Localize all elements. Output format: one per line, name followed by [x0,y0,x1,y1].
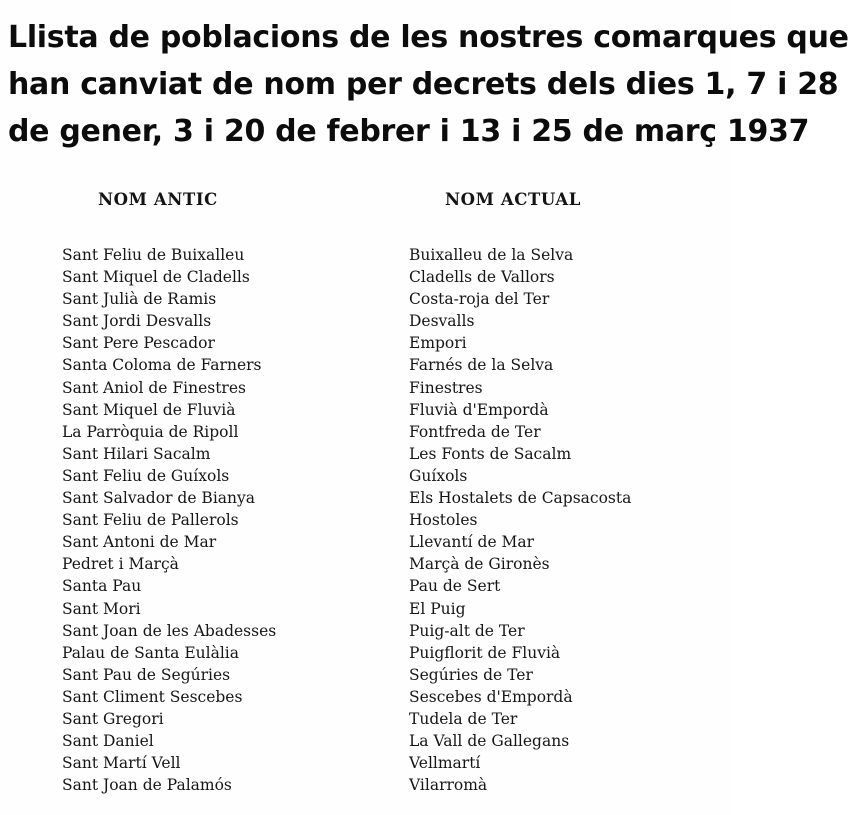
old-names-list [62,244,362,796]
new-name-item: Desvalls [409,312,475,331]
new-name-item: Els Hostalets de Capsacosta [409,489,632,508]
new-name-item: Fluvià d'Empordà [409,400,549,419]
title-line-3: de gener, 3 i 20 de febrer i 13 i 25 de març 1937 [8,114,810,149]
new-name-item: Vilarromà [409,776,488,795]
old-name-item: Sant Salvador de Bianya [62,489,255,508]
document-title [8,14,849,155]
old-name-item: Santa Pau [62,577,142,596]
new-name-item: El Puig [409,599,466,618]
old-name-item: Sant Aniol de Finestres [62,378,246,397]
old-name-item: Sant Hilari Sacalm [62,444,211,463]
new-name-item: Empori [409,334,467,353]
new-name-item: Farnés de la Selva [409,356,554,375]
new-name-item: Puigflorit de Fluvià [409,643,561,662]
new-names-list [409,244,709,796]
old-name-item: Sant Martí Vell [62,754,181,773]
new-name-item: Marçà de Gironès [409,555,550,574]
old-name-item: Sant Julià de Ramis [62,290,217,309]
new-name-item: Vellmartí [409,754,481,773]
new-name-column-header: NOM ACTUAL [445,190,581,209]
new-name-item: Puig-alt de Ter [409,621,525,640]
old-name-item: Sant Antoni de Mar [62,533,217,552]
old-name-item: Palau de Santa Eulàlia [62,643,239,662]
new-name-item: Cladells de Vallors [409,268,555,287]
old-name-item: Sant Climent Sescebes [62,687,243,706]
old-name-item: Sant Pere Pescador [62,334,215,353]
old-name-item: La Parròquia de Ripoll [62,422,239,441]
old-name-item: Sant Joan de Palamós [62,776,232,795]
old-name-item: Pedret i Marçà [62,555,179,574]
title-line-2: han canviat de nom per decrets dels dies 1, 7 i 28 [8,67,839,102]
old-name-item: Sant Feliu de Pallerols [62,511,239,530]
old-name-column-header: NOM ANTIC [98,190,218,209]
title-line-1: Llista de poblacions de les nostres comarques que [8,20,849,55]
old-name-item: Santa Coloma de Farners [62,356,262,375]
new-name-item: Segúries de Ter [409,665,533,684]
old-name-item: Sant Gregori [62,709,164,728]
new-name-item: Buixalleu de la Selva [409,246,574,264]
new-name-item: Tudela de Ter [409,709,518,728]
old-name-item: Sant Miquel de Fluvià [62,400,236,419]
new-name-item: Costa-roja del Ter [409,290,550,309]
new-name-item: Sescebes d'Empordà [409,687,573,706]
old-name-item: Sant Jordi Desvalls [62,312,212,331]
old-name-item: Sant Daniel [62,732,154,751]
old-name-item: Sant Miquel de Cladells [62,268,250,287]
old-name-item: Sant Feliu de Guíxols [62,466,230,485]
new-name-item: Fontfreda de Ter [409,422,541,441]
new-name-item: La Vall de Gallegans [409,732,570,751]
old-name-item: Sant Pau de Segúries [62,665,231,684]
new-name-item: Finestres [409,378,483,397]
new-name-item: Guíxols [409,466,468,485]
old-name-item: Sant Mori [62,599,141,618]
new-name-item: Hostoles [409,511,478,530]
new-name-item: Pau de Sert [409,577,501,596]
new-name-item: Les Fonts de Sacalm [409,444,572,463]
old-name-item: Sant Joan de les Abadesses [62,621,277,640]
new-name-item: Llevantí de Mar [409,533,535,552]
old-name-item: Sant Feliu de Buixalleu [62,246,245,264]
